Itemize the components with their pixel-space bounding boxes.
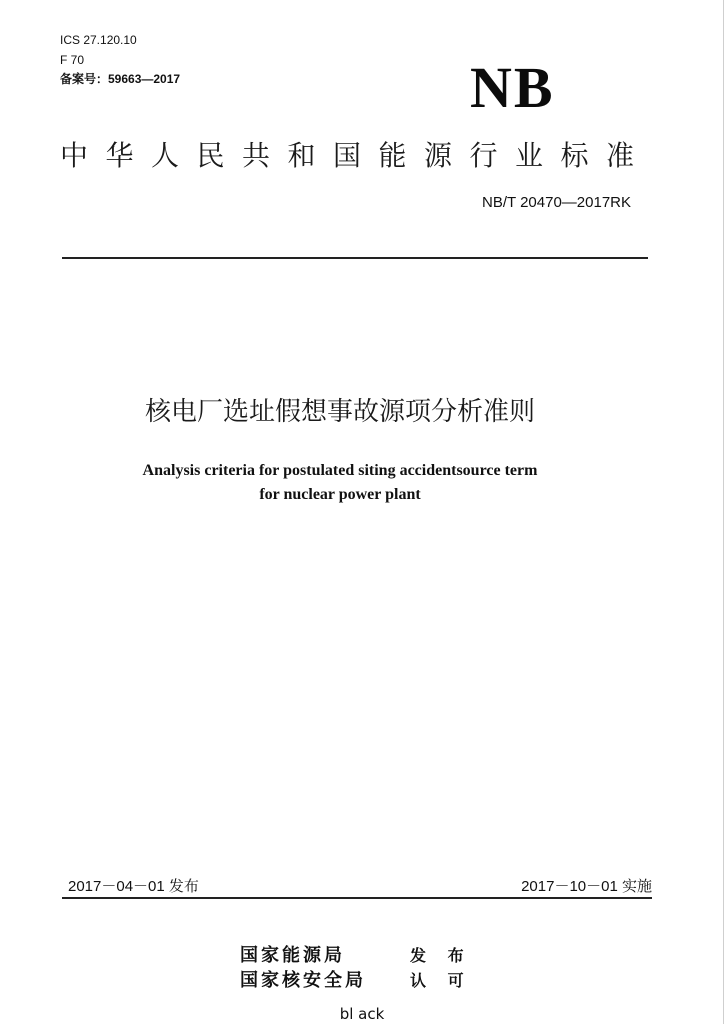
issuer-action: 认 可 <box>410 971 472 990</box>
top-divider <box>62 257 648 259</box>
standard-category-title: 中华人民共和国能源行业标准 <box>60 139 652 172</box>
issuer-org: 国家核安全局 <box>240 970 366 991</box>
footer-text: bl ack <box>339 1005 385 1023</box>
document-title-zh: 核电厂选址假想事故源项分析准则 <box>144 397 535 427</box>
issue-date: 2017－04－01 发布 <box>68 878 199 895</box>
implementation-date: 2017－10－01 实施 <box>521 878 652 895</box>
document-title-en-line1: Analysis criteria for postulated siting accidentsource term <box>142 462 538 479</box>
ics-code: ICS 27.120.10 <box>60 33 137 47</box>
standard-number: NB/T 20470—2017RK <box>482 194 631 211</box>
document-title-en-line2: for nuclear power plant <box>259 486 421 503</box>
issuer-action: 发 布 <box>410 946 472 965</box>
issuer-org: 国家能源局 <box>240 945 345 966</box>
bottom-divider <box>62 897 652 899</box>
ccs-code: F 70 <box>60 53 85 67</box>
record-number: 备案号：59663—2017 <box>60 72 181 86</box>
nb-logo: NB <box>470 55 555 120</box>
